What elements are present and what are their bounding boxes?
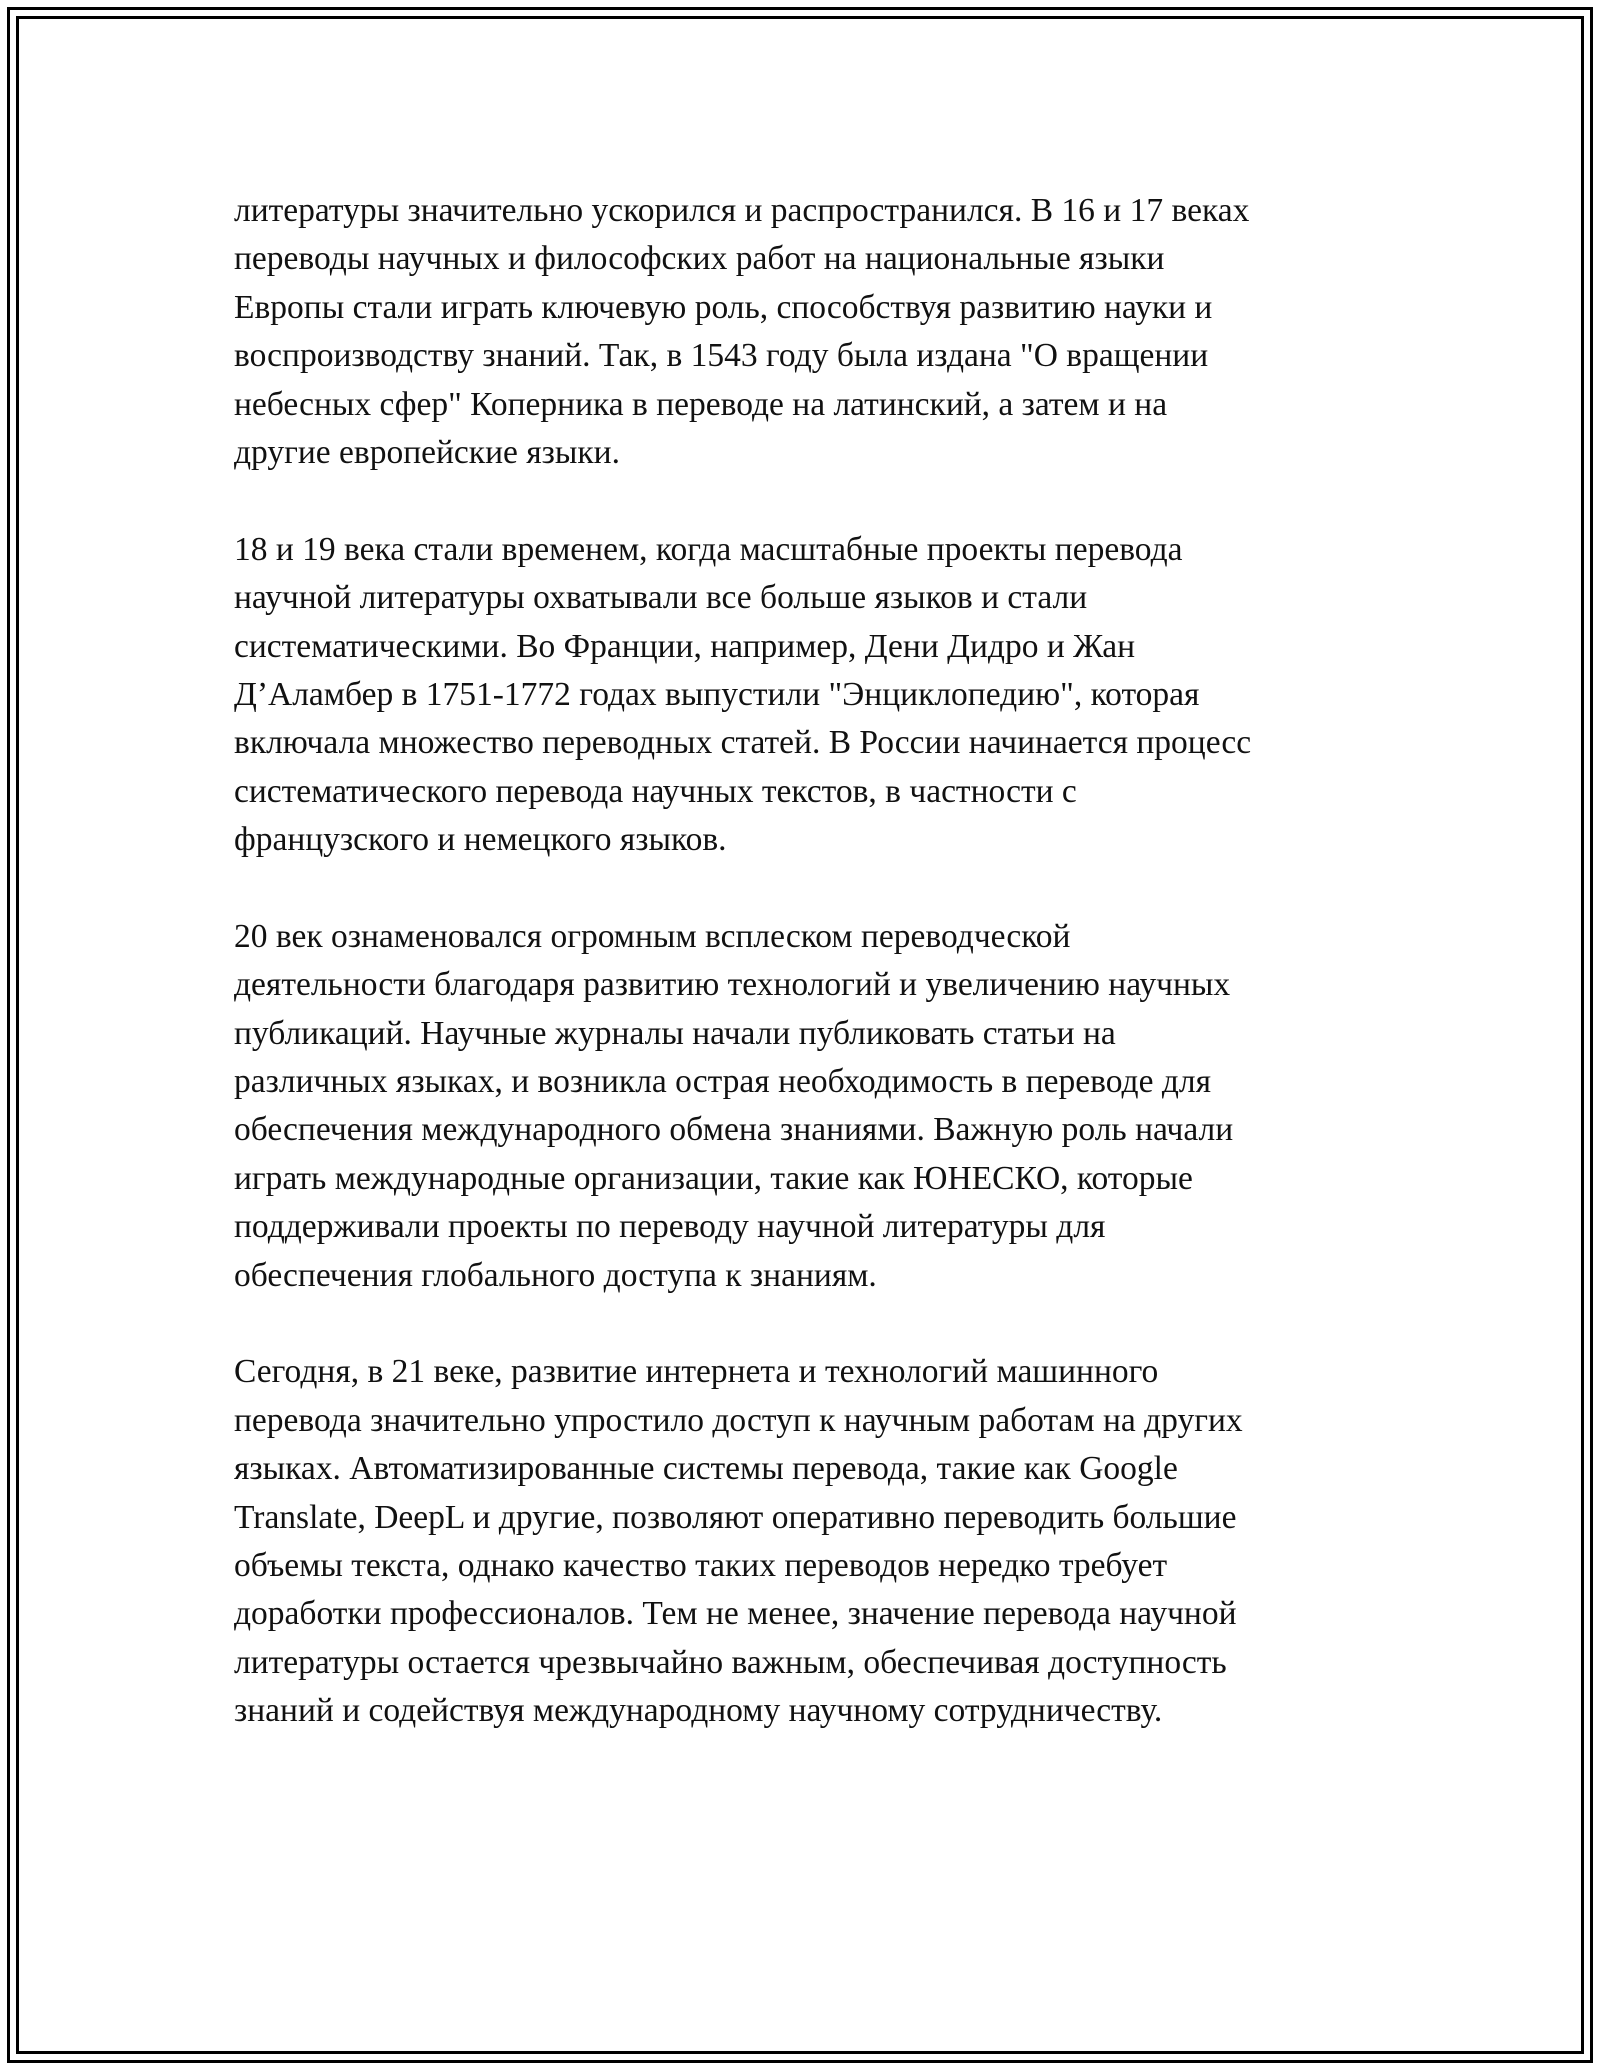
text-line: обеспечения международного обмена знаниями. Важную роль начали — [234, 1111, 1234, 1149]
text-line: французского и немецкого языков. — [234, 821, 727, 859]
paragraph-1 — [234, 187, 1374, 477]
paragraph-2 — [234, 526, 1374, 865]
text-line: доработки профессионалов. Тем не менее, значение перевода научной — [234, 1595, 1237, 1633]
paragraph-spacer — [234, 1300, 1374, 1348]
text-line: небесных сфер" Коперника в переводе на латинский, а затем и на — [234, 385, 1168, 423]
text-line: литературы остается чрезвычайно важным, обеспечивая доступность — [234, 1643, 1227, 1681]
text-line: языках. Автоматизированные системы перевода, такие как Google — [234, 1450, 1178, 1488]
text-line: 20 век ознаменовался огромным всплеском переводческой — [234, 917, 1071, 955]
text-line: знаний и содействуя международному научному сотрудничеству. — [234, 1692, 1163, 1730]
text-line: 18 и 19 века стали временем, когда масштабные проекты перевода — [234, 530, 1183, 568]
text-line: другие европейские языки. — [234, 433, 620, 471]
text-line: Translate, DeepL и другие, позволяют оперативно переводить большие — [234, 1498, 1237, 1536]
text-line: играть международные организации, такие как ЮНЕСКО, которые — [234, 1159, 1193, 1197]
text-line: научной литературы охватывали все больше языков и стали — [234, 579, 1088, 617]
text-line: Сегодня, в 21 веке, развитие интернета и технологий машинного — [234, 1353, 1159, 1391]
text-line: обеспечения глобального доступа к знаниям. — [234, 1256, 877, 1294]
paragraph-spacer — [234, 864, 1374, 912]
text-line: Д’Аламбер в 1751-1772 годах выпустили "Энциклопедию", которая — [234, 675, 1200, 713]
text-line: Европы стали играть ключевую роль, способствуя развитию науки и — [234, 288, 1213, 326]
paragraph-4 — [234, 1348, 1374, 1735]
text-line: различных языках, и возникла острая необходимость в переводе для — [234, 1063, 1211, 1101]
text-line: переводы научных и философских работ на национальные языки — [234, 240, 1165, 278]
text-line: деятельности благодаря развитию технологий и увеличению научных — [234, 966, 1231, 1004]
text-line: литературы значительно ускорился и распространился. В 16 и 17 веках — [234, 192, 1250, 229]
text-line: включала множество переводных статей. В России начинается процесс — [234, 724, 1252, 762]
text-line: публикаций. Научные журналы начали публиковать статьи на — [234, 1014, 1116, 1052]
paragraph-3 — [234, 913, 1374, 1300]
text-line: систематическими. Во Франции, например, Дени Дидро и Жан — [234, 627, 1136, 665]
paragraph-spacer — [234, 477, 1374, 525]
document-body — [234, 187, 1374, 1736]
text-line: поддерживали проекты по переводу научной литературы для — [234, 1208, 1106, 1246]
text-line: объемы текста, однако качество таких переводов нередко требует — [234, 1546, 1168, 1584]
text-line: систематического перевода научных текстов, в частности с — [234, 772, 1077, 810]
text-line: воспроизводству знаний. Так, в 1543 году была издана "О вращении — [234, 337, 1209, 375]
text-line: перевода значительно упростило доступ к научным работам на других — [234, 1401, 1243, 1439]
